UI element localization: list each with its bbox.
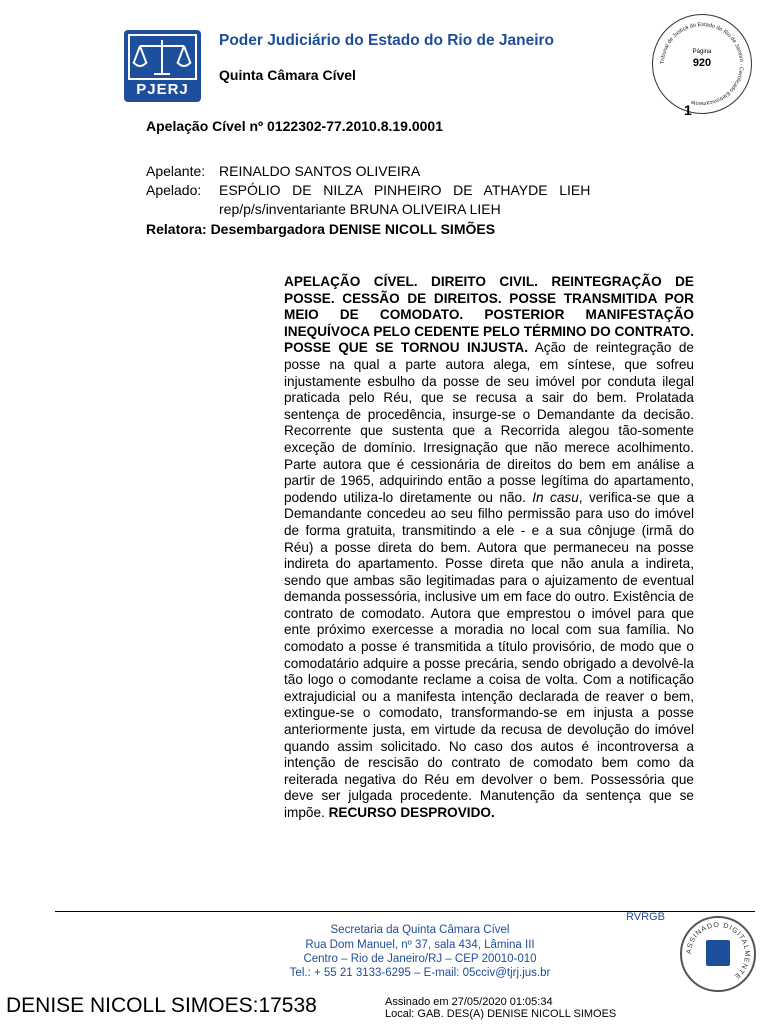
apelado-label: Apelado: <box>146 182 202 198</box>
ementa-text <box>284 274 694 822</box>
apelado-line-2: rep/p/s/inventariante BRUNA OLIVEIRA LIEH <box>219 201 501 217</box>
apelado-line-1: ESPÓLIO DE NILZA PINHEIRO DE ATHAYDE LIEH <box>219 182 591 198</box>
stamp-page-number: 920 <box>692 57 712 69</box>
court-name: Poder Judiciário do Estado do Rio de Janeiro <box>219 32 555 49</box>
scales-icon <box>128 34 197 80</box>
ementa-conclusion: RECURSO DESPROVIDO. <box>328 805 495 820</box>
ementa-body-1: Ação de reintegração de posse na qual a parte autora alega, em síntese, que sofreu injustamente esbulho da posse de seu imóvel por conduta ilegal praticada pelo Réu, que se recusa a sair do bem. Prolatada sentença de procedência, insurge-se o Demandante da decisão. Recorrente que sustenta que a Recorrida alegou tão-somente exceção de domínio. Irresignação que não merece acolhimento. Parte autora que é cessionária de direitos do bem em análise a partir de 1965, adquirindo então a posse legítima do apartamento, podendo utiliza-lo diretamente ou não. <box>284 340 694 505</box>
signed-date: Assinado em 27/05/2020 01:05:34 <box>385 996 553 1008</box>
ementa-italic: In casu <box>532 489 579 505</box>
apelante-name: REINALDO SANTOS OLIVEIRA <box>219 163 421 179</box>
page-index: 1 <box>684 102 692 118</box>
chamber-name: Quinta Câmara Cível <box>219 67 356 83</box>
case-number: Apelação Cível nº 0122302-77.2010.8.19.0001 <box>146 118 443 134</box>
apelante-label: Apelante: <box>146 163 206 179</box>
ementa-headline: APELAÇÃO CÍVEL. DIREITO CIVIL. REINTEGRAÇÃO DE POSSE. CESSÃO DE DIREITOS. POSSE TRANSMITIDA POR MEIO DE COMODATO. POSTERIOR MANIFESTAÇÃO INEQUÍVOCA PELO CEDENTE PELO TÉRMINO DO CONTRATO. POSSE QUE SE TORNOU INJUSTA. <box>284 274 694 356</box>
digital-signature-seal <box>680 916 756 992</box>
footer-line-4: Tel.: + 55 21 3133-6295 – E-mail: 05cciv@tjrj.jus.br <box>289 967 551 979</box>
footer-code: RVRGB <box>626 911 665 923</box>
seal-logo-icon <box>706 940 730 966</box>
footer-line-1: Secretaria da Quinta Câmara Cível <box>330 924 510 936</box>
logo-text: PJERJ <box>136 81 189 98</box>
stamp-label: Página <box>692 49 712 55</box>
seal-ring-text: ASSINADO DIGITALMENTE <box>685 921 751 981</box>
pjerj-logo <box>124 30 201 102</box>
signer-name: DENISE NICOLL SIMOES:17538 <box>6 994 317 1017</box>
signed-local: Local: GAB. DES(A) DENISE NICOLL SIMOES <box>385 1008 617 1020</box>
stamp-ring-text: Tribunal de Justiça do Estado do Rio de Janeiro · Certificado Eletronicamente <box>659 21 745 107</box>
footer-line-2: Rua Dom Manuel, nº 37, sala 434, Lâmina III <box>305 939 535 951</box>
footer-line-3: Centro – Rio de Janeiro/RJ – CEP 20010-010 <box>303 953 537 965</box>
page-stamp <box>652 14 752 114</box>
ementa-body-2: , verifica-se que a Demandante concedeu ao seu filho permissão para uso do imóvel de forma gratuita, transmitindo a ele - e a sua cônjuge (irmã do Réu) a posse direta do bem. Autora que permaneceu na posse indireta do apartamento. Posse direta que não anula a indireta, sendo que ambas são legitimadas para o ajuizamento de eventual demanda possessória, inclusive um em face do outro. Existência de contrato de comodato. Autora que emprestou o imóvel para que ente próximo exercesse a moradia no local com sua família. No comodato a posse é transmitida a título provisório, de modo que o comodatário adquire a posse precária, sendo obrigado a devolvê-la tão logo o comodante reclame a coisa de volta. Com a notificação extrajudicial ou a manifesta intenção declarada de reaver o bem, extingue-se o comodato, transformando-se em injusta a posse anteriormente justa, em virtude da recusa de devolução do imóvel quando assim solicitado. No caso dos autos é incontroversa a intenção de rescisão do contrato de comodato bem como da reiterada negativa do Réu em devolver o bem. Possessória que deve ser julgada procedente. Manutenção da sentença que se impõe. <box>284 489 695 820</box>
relatora: Relatora: Desembargadora DENISE NICOLL SIMÕES <box>146 221 496 237</box>
